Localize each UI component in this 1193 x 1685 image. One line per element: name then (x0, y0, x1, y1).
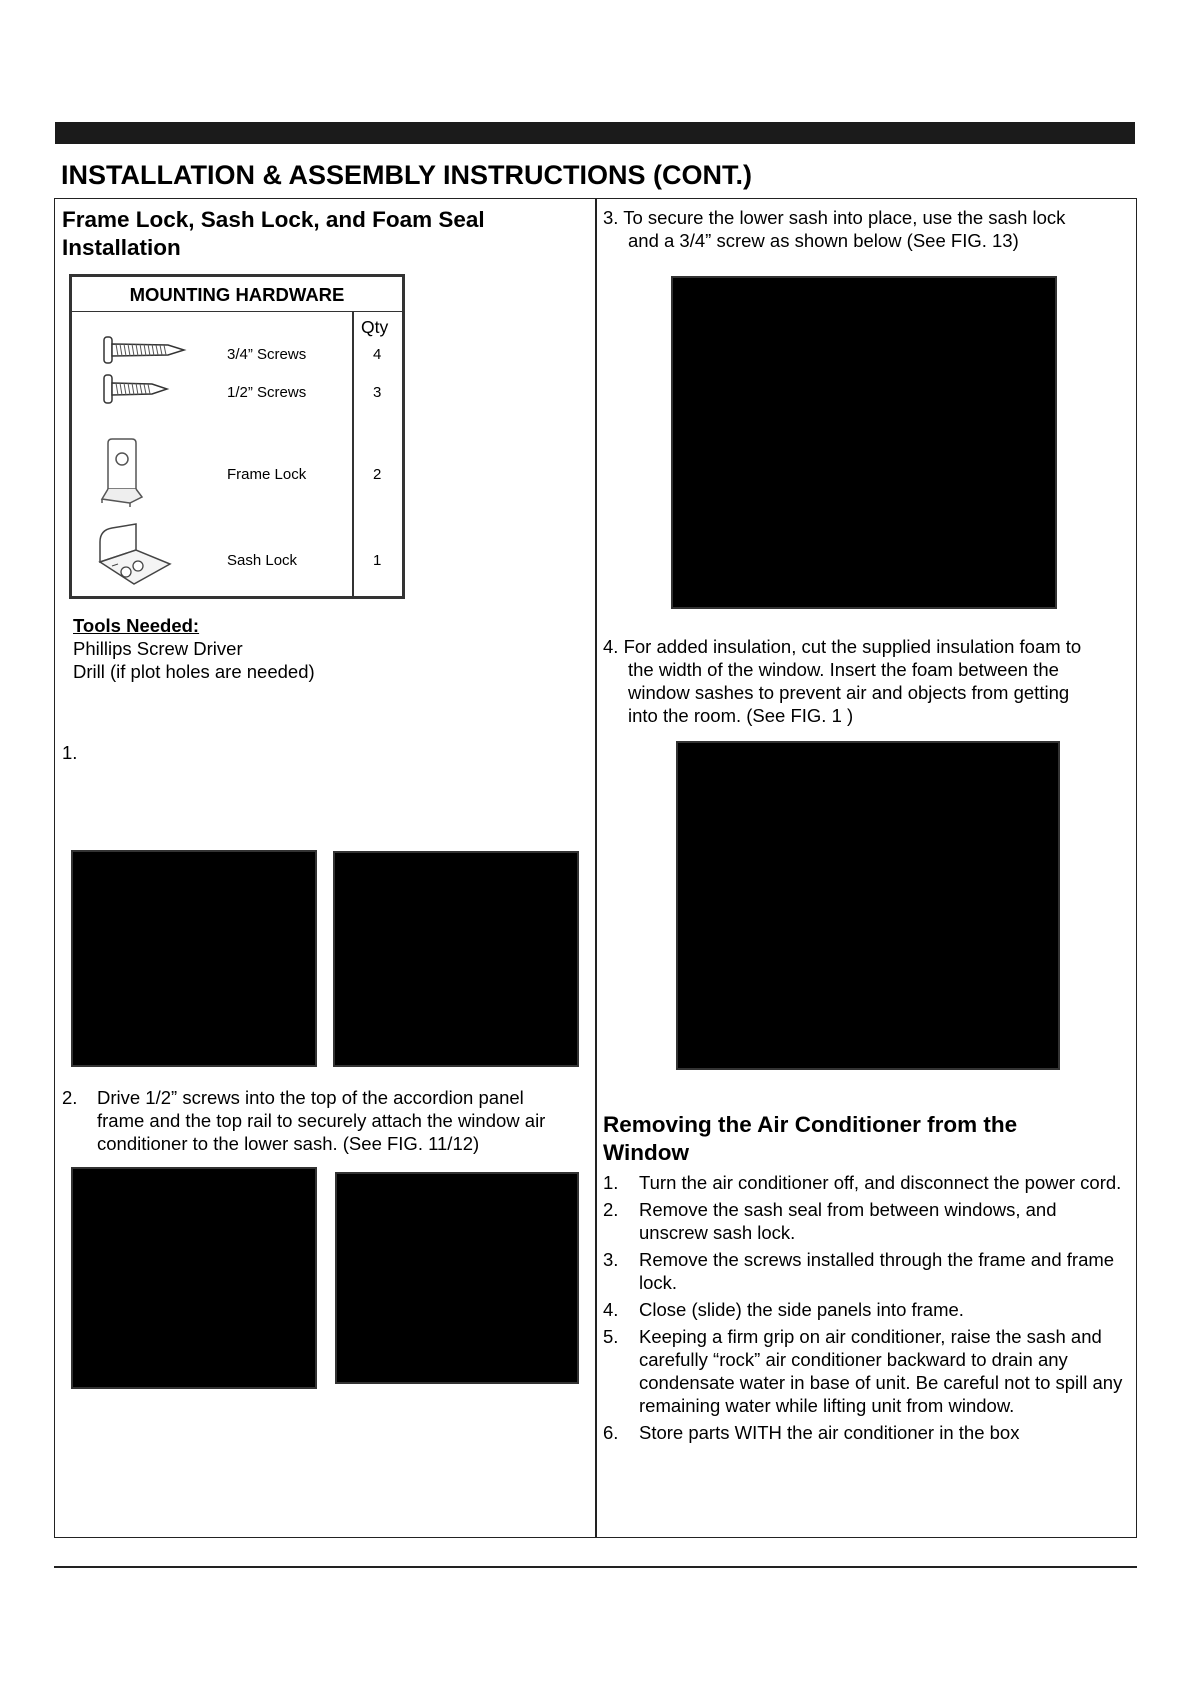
list-item: 6. Store parts WITH the air conditioner in the box (603, 1422, 1020, 1443)
step-2-text (97, 1086, 545, 1155)
step-2-line: conditioner to the lower sash. (See FIG. 11/12) (97, 1133, 480, 1154)
mounting-hardware-table (69, 274, 405, 599)
section-heading-line-1: Removing the Air Conditioner from the (603, 1112, 1018, 1137)
hardware-qty: 4 (373, 346, 382, 363)
list-item: 4. Close (slide) the side panels into frame. (603, 1299, 964, 1320)
step-2-line: frame and the top rail to securely attach the window air (97, 1110, 546, 1131)
step-2-number: 2. (62, 1087, 78, 1108)
page-title: INSTALLATION & ASSEMBLY INSTRUCTIONS (CONT.) (61, 160, 753, 190)
figure-image (71, 850, 317, 1067)
figure-image (676, 741, 1060, 1070)
step-4-line: the width of the window. Insert the foam between the (628, 659, 1059, 680)
header-bar (55, 122, 1135, 144)
hardware-name: Sash Lock (227, 552, 298, 569)
step-3 (603, 206, 1065, 252)
figure-image (335, 1172, 579, 1384)
frame-lock-icon (96, 437, 148, 515)
step-1-number: 1. (62, 742, 78, 763)
list-item: 2. Remove the sash seal from between windows, and unscrew sash lock. (603, 1199, 1057, 1243)
section-heading-line-2: Installation (62, 235, 181, 260)
list-item: 3. Remove the screws installed through the frame and frame lock. (603, 1249, 1115, 1293)
footer-rule (54, 1566, 1137, 1568)
section-heading-frame-lock (62, 206, 485, 262)
tools-needed (73, 614, 315, 683)
qty-header: Qty (361, 317, 389, 337)
column-divider (595, 198, 597, 1538)
hardware-name: 3/4” Screws (227, 346, 307, 363)
mounting-hardware-title: MOUNTING HARDWARE (72, 277, 402, 312)
figure-image (71, 1167, 317, 1389)
step-2-line: Drive 1/2” screws into the top of the accordion panel (97, 1087, 524, 1108)
step-3-line: 3. To secure the lower sash into place, use the sash lock (603, 207, 1066, 228)
list-item: 1. Turn the air conditioner off, and disconnect the power cord. (603, 1172, 1122, 1193)
list-item: 5. Keeping a firm grip on air conditioner, raise the sash and carefully “rock” air conditioner backward to drain any condensate water in base of unit. Be careful not to spill any remaining water while lifting unit from window. (603, 1326, 1123, 1416)
step-4-line: window sashes to prevent air and objects from getting (628, 682, 1070, 703)
step-4-line: 4. For added insulation, cut the supplied insulation foam to (603, 636, 1082, 657)
step-4 (603, 635, 1081, 727)
hardware-qty: 2 (373, 466, 382, 483)
long-screw-icon (102, 335, 187, 365)
hardware-name: 1/2” Screws (227, 384, 307, 401)
sash-lock-icon (92, 522, 176, 590)
tools-heading: Tools Needed: (73, 615, 200, 636)
removing-steps-list (603, 1171, 1128, 1448)
step-4-line: into the room. (See FIG. 1 ) (628, 705, 854, 726)
short-screw-icon (102, 373, 172, 405)
hardware-name: Frame Lock (227, 466, 307, 483)
tool-item: Drill (if plot holes are needed) (73, 661, 315, 682)
section-heading-line-2: Window (603, 1140, 690, 1165)
hardware-qty: 3 (373, 384, 382, 401)
figure-image (671, 276, 1057, 609)
hardware-qty: 1 (373, 552, 382, 569)
section-heading-line-1: Frame Lock, Sash Lock, and Foam Seal (62, 207, 485, 232)
section-heading-removing (603, 1111, 1017, 1167)
step-3-line: and a 3/4” screw as shown below (See FIG. 13) (628, 230, 1019, 251)
figure-image (333, 851, 579, 1067)
tool-item: Phillips Screw Driver (73, 638, 243, 659)
table-column-divider (352, 312, 354, 596)
